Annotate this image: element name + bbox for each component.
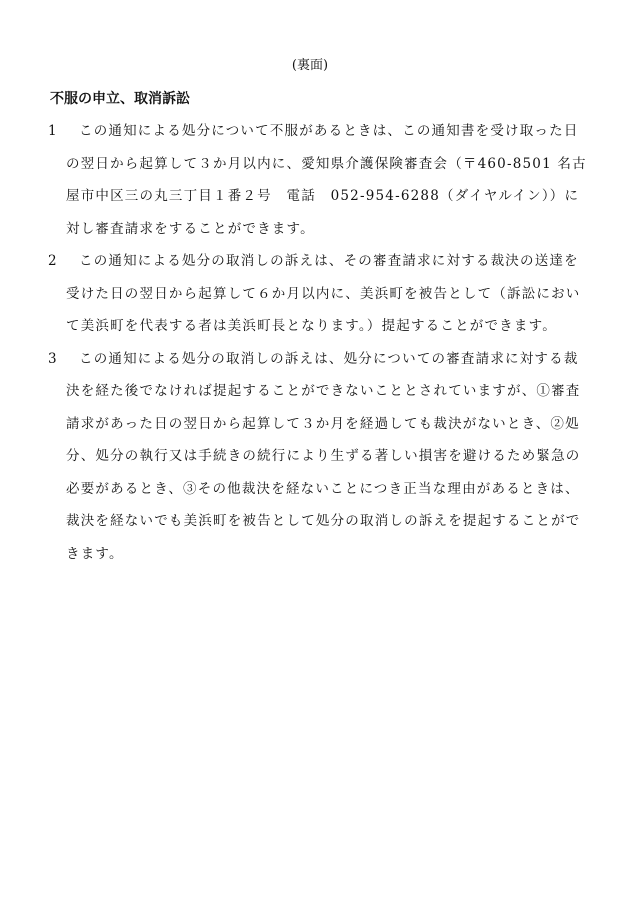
item-number: 2 — [48, 253, 58, 269]
page-label: (裏面) — [291, 58, 329, 73]
section-heading: 不服の申立、取消訴訟 — [50, 91, 190, 107]
item-text: この通知による処分について不服があるときは、この通知書を受け取った日の翌日から起算して３か月以内に、愛知県介護保険審査会（〒460-8501 名古屋市中区三の丸三丁目１番２号 電話 052-954-6288（ダイヤルイン））に対し審査請求をすることができます。 — [66, 123, 587, 237]
list-item — [48, 115, 588, 245]
list-item — [48, 245, 588, 343]
item-number: 1 — [48, 123, 58, 139]
item-text: この通知による処分の取消しの訴えは、その審査請求に対する裁決の送達を受けた日の翌日から起算して６か月以内に、美浜町を被告として（訴訟において美浜町を代表する者は美浜町長となります。）提起することができます。 — [66, 253, 581, 334]
item-text: この通知による処分の取消しの訴えは、処分についての審査請求に対する裁決を経た後でなければ提起することができないこととされていますが、①審査請求があった日の翌日から起算して３か月を経過しても裁決がないとき、②処分、処分の執行又は手続きの続行により生ずる著しい損害を避けるため緊急の必要があるとき、③その他裁決を経ないことにつき正当な理由があるときは、裁決を経ないでも美浜町を被告として処分の取消しの訴えを提起することができます。 — [66, 350, 581, 562]
item-number: 3 — [48, 350, 58, 367]
appeal-items-list — [48, 115, 588, 570]
list-item — [48, 343, 588, 571]
